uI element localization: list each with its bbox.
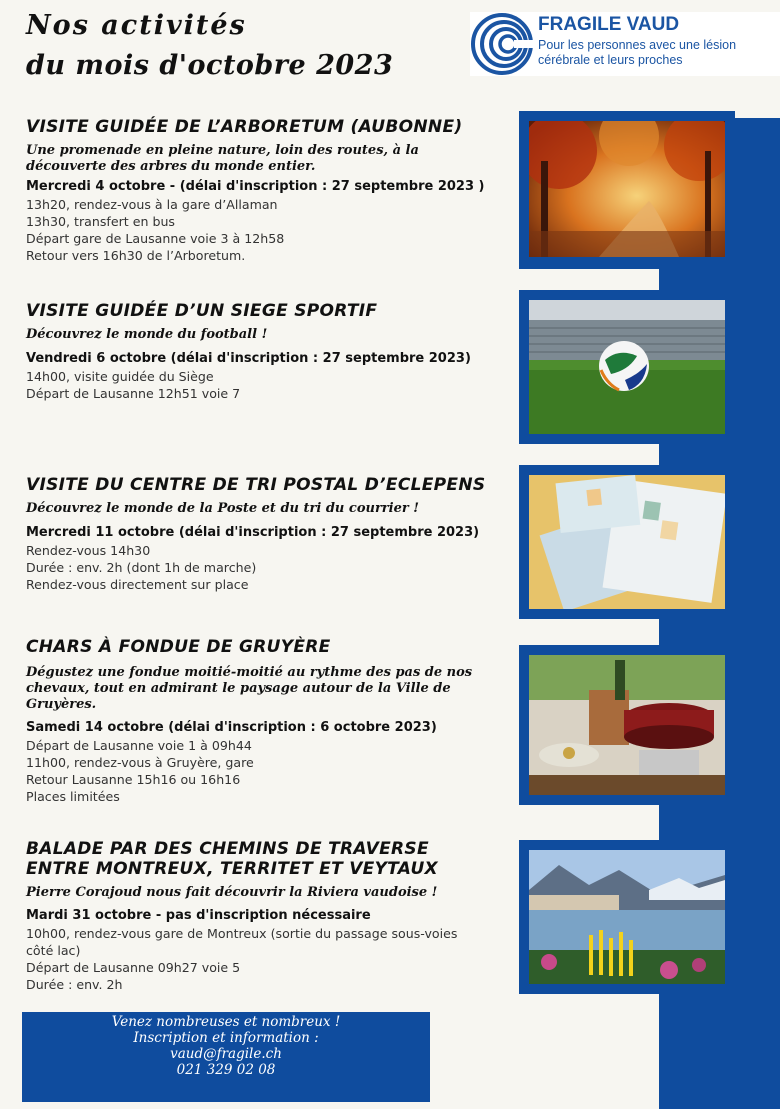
activity-title: VISITE GUIDÉE DE L’ARBORETUM (AUBONNE) bbox=[26, 117, 463, 137]
footer-invitation: Venez nombreuses et nombreux ! bbox=[111, 1014, 341, 1030]
activity-detail: Retour Lausanne 15h16 ou 16h16 bbox=[26, 772, 241, 787]
activity-title: VISITE DU CENTRE DE TRI POSTAL D’ECLEPENS bbox=[26, 475, 486, 495]
activity-detail: 13h20, rendez-vous à la gare d’Allaman bbox=[26, 197, 278, 212]
stadium-football-image bbox=[529, 300, 725, 434]
activity-title: VISITE GUIDÉE D’UN SIEGE SPORTIF bbox=[26, 301, 378, 321]
activity-detail: Départ de Lausanne 09h27 voie 5 bbox=[26, 960, 241, 975]
activity-detail: Départ de Lausanne voie 1 à 09h44 bbox=[26, 738, 252, 753]
photo-card-football bbox=[519, 290, 735, 444]
photo-card-montreux bbox=[519, 840, 735, 994]
photo-card-arboretum bbox=[519, 111, 735, 269]
activity-detail: Rendez-vous 14h30 bbox=[26, 543, 151, 558]
photo-card-fondue bbox=[519, 645, 735, 805]
activity-detail: Durée : env. 2h (dont 1h de marche) bbox=[26, 560, 257, 575]
photo-card-post bbox=[519, 465, 735, 619]
activity-section-fondue bbox=[26, 637, 496, 805]
logo-tagline: Pour les personnes avec une lésion cérébrale et leurs proches bbox=[538, 38, 737, 67]
activity-section-arboretum bbox=[26, 117, 496, 264]
page-title-line2: du mois d'octobre 2023 bbox=[26, 50, 394, 81]
activity-title: BALADE PAR DES CHEMINS DE TRAVERSE ENTRE MONTREUX, TERRITET ET VEYTAUX bbox=[26, 839, 438, 879]
activity-date: Mercredi 4 octobre - (délai d'inscription : 27 septembre 2023 ) bbox=[26, 179, 485, 194]
logo-name: FRAGILE VAUD bbox=[538, 14, 680, 35]
footer-phone[interactable]: 021 329 02 08 bbox=[176, 1062, 276, 1078]
footer-info-label: Inscription et information : bbox=[133, 1030, 319, 1046]
activity-detail: Places limitées bbox=[26, 789, 120, 804]
activity-section-montreux bbox=[26, 839, 496, 993]
lake-montreux-image bbox=[529, 850, 725, 984]
footer-email[interactable]: vaud@fragile.ch bbox=[170, 1046, 282, 1062]
activity-date: Samedi 14 octobre (délai d'inscription : 6 octobre 2023) bbox=[26, 720, 437, 735]
activity-detail: Rendez-vous directement sur place bbox=[26, 577, 249, 592]
fragile-vaud-logo bbox=[470, 12, 780, 76]
activity-detail: 14h00, visite guidée du Siège bbox=[26, 369, 214, 384]
spiral-logo-icon bbox=[470, 12, 534, 76]
activity-detail: 13h30, transfert en bus bbox=[26, 214, 175, 229]
activity-detail: 10h00, rendez-vous gare de Montreux (sortie du passage sous-voies côté lac) bbox=[26, 926, 458, 958]
fondue-image bbox=[529, 655, 725, 795]
activity-detail: Retour vers 16h30 de l’Arboretum. bbox=[26, 248, 246, 263]
activity-detail: Départ gare de Lausanne voie 3 à 12h58 bbox=[26, 231, 285, 246]
activity-subtitle: Une promenade en pleine nature, loin des routes, à la découverte des arbres du monde entier. bbox=[26, 143, 419, 174]
activity-title: CHARS À FONDUE DE GRUYÈRE bbox=[26, 637, 331, 657]
autumn-forest-image bbox=[529, 121, 725, 257]
activity-detail: Départ de Lausanne 12h51 voie 7 bbox=[26, 386, 241, 401]
contact-footer bbox=[22, 1012, 430, 1102]
activity-subtitle: Pierre Corajoud nous fait découvrir la Riviera vaudoise ! bbox=[26, 885, 438, 900]
activity-detail: 11h00, rendez-vous à Gruyère, gare bbox=[26, 755, 254, 770]
activity-subtitle: Découvrez le monde du football ! bbox=[26, 327, 268, 342]
activity-section-football bbox=[26, 301, 496, 402]
activity-subtitle: Dégustez une fondue moitié-moitié au rythme des pas de nos chevaux, tout en admirant le paysage autour de la Ville de Gruyères. bbox=[26, 665, 473, 712]
envelopes-image bbox=[529, 475, 725, 609]
activity-date: Vendredi 6 octobre (délai d'inscription : 27 septembre 2023) bbox=[26, 351, 471, 366]
page-title-line1: Nos activités bbox=[26, 10, 247, 41]
activity-detail: Durée : env. 2h bbox=[26, 977, 123, 992]
activity-section-post bbox=[26, 475, 496, 593]
activity-date: Mardi 31 octobre - pas d'inscription nécessaire bbox=[26, 908, 371, 923]
activity-date: Mercredi 11 octobre (délai d'inscription : 27 septembre 2023) bbox=[26, 525, 480, 540]
activity-subtitle: Découvrez le monde de la Poste et du tri du courrier ! bbox=[26, 501, 419, 516]
